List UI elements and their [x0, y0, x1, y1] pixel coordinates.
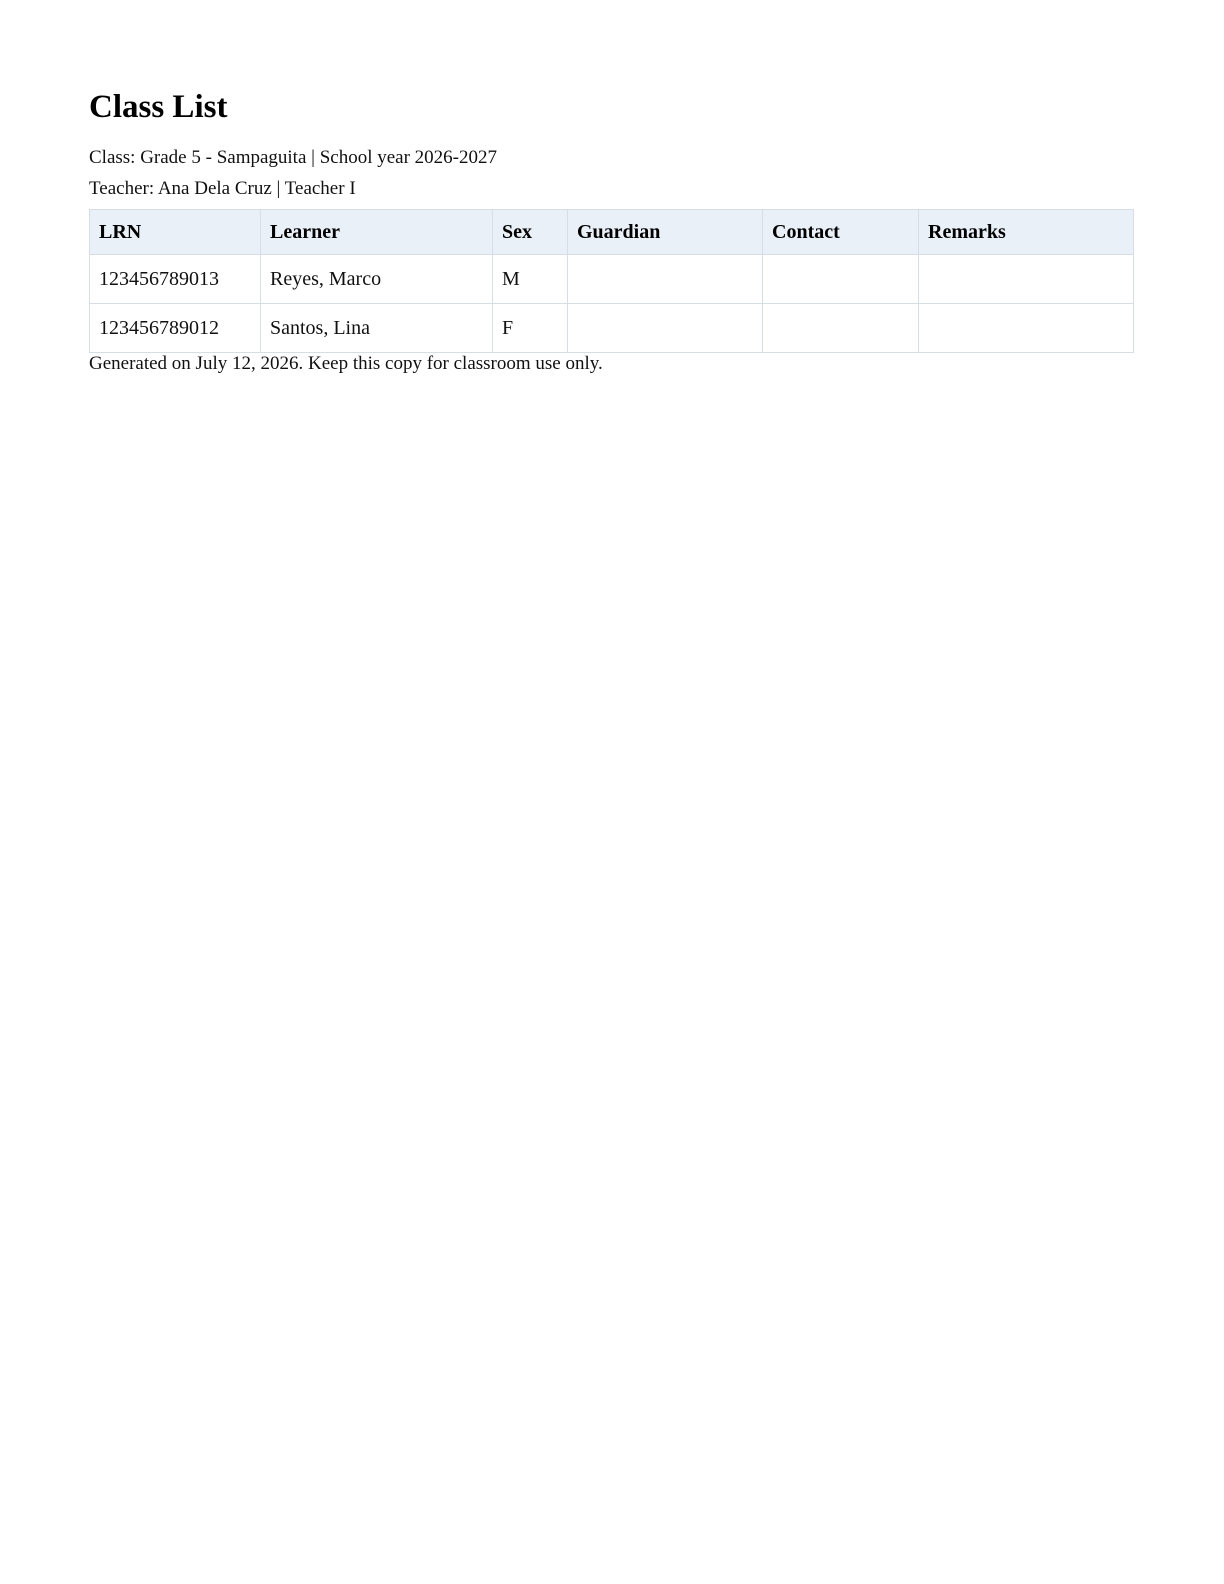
column-header-remarks: Remarks	[919, 210, 1134, 255]
cell-guardian	[568, 255, 763, 304]
cell-lrn: 123456789013	[90, 255, 261, 304]
cell-remarks	[919, 304, 1134, 353]
column-header-lrn: LRN	[90, 210, 261, 255]
column-header-learner: Learner	[261, 210, 493, 255]
cell-contact	[763, 255, 919, 304]
table-row	[90, 304, 1134, 353]
cell-learner: Santos, Lina	[261, 304, 493, 353]
cell-guardian	[568, 304, 763, 353]
teacher-info-line: Teacher: Ana Dela Cruz | Teacher I	[89, 178, 356, 199]
class-list-table	[89, 209, 1134, 353]
cell-remarks	[919, 255, 1134, 304]
cell-sex: M	[493, 255, 568, 304]
table-header-row	[90, 210, 1134, 255]
cell-contact	[763, 304, 919, 353]
class-list-document	[89, 86, 1133, 376]
cell-lrn: 123456789012	[90, 304, 261, 353]
column-header-contact: Contact	[763, 210, 919, 255]
table-row	[90, 255, 1134, 304]
column-header-sex: Sex	[493, 210, 568, 255]
page-title: Class List	[89, 89, 228, 125]
class-info-line: Class: Grade 5 - Sampaguita | School year 2026-2027	[89, 147, 497, 168]
footer-note: Generated on July 12, 2026. Keep this copy for classroom use only.	[89, 353, 603, 374]
cell-learner: Reyes, Marco	[261, 255, 493, 304]
column-header-guardian: Guardian	[568, 210, 763, 255]
cell-sex: F	[493, 304, 568, 353]
